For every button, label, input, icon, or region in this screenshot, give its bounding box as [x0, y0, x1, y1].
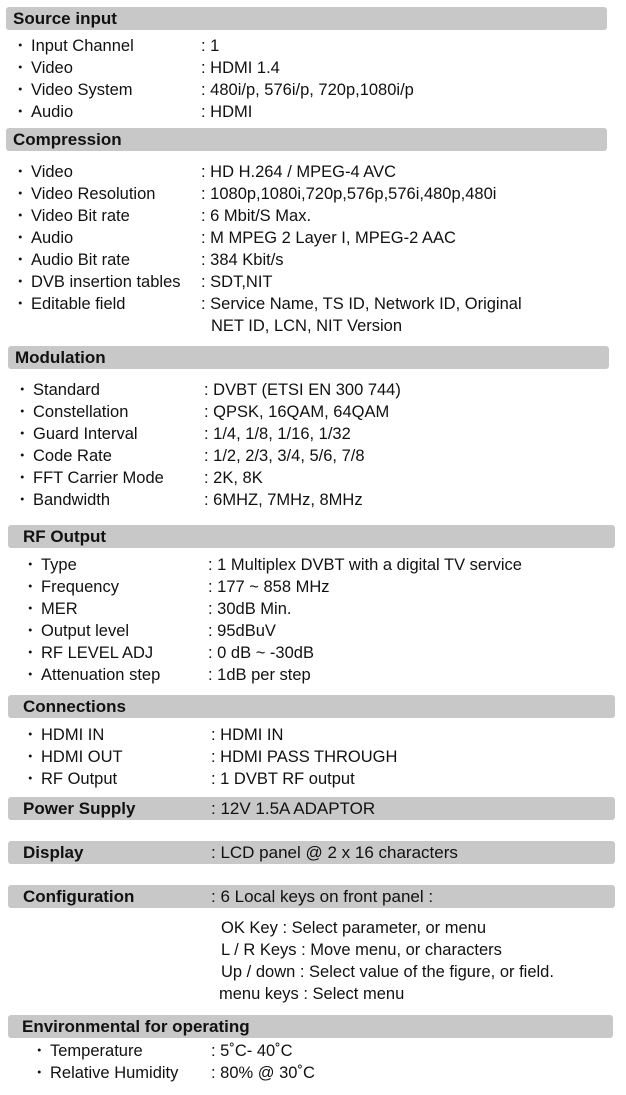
spec-value: : 1080p,1080i,720p,576p,576i,480p,480i — [201, 185, 497, 203]
bullet-icon: ・ — [12, 251, 29, 269]
spec-label: Type — [41, 556, 77, 574]
section-header-rf-output — [8, 525, 615, 548]
spec-value: : Service Name, TS ID, Network ID, Original — [201, 295, 522, 313]
spec-row — [0, 161, 626, 183]
bullet-icon: ・ — [22, 644, 39, 662]
spec-row — [0, 489, 626, 511]
bullet-icon: ・ — [12, 81, 29, 99]
spec-label: RF LEVEL ADJ — [41, 644, 154, 662]
spec-label: Frequency — [41, 578, 119, 596]
spec-row — [0, 598, 626, 620]
spec-row — [0, 746, 626, 768]
section-title: Compression — [13, 130, 122, 149]
section-title: Environmental for operating — [22, 1017, 250, 1036]
spec-label: Guard Interval — [33, 425, 138, 443]
bullet-icon: ・ — [12, 229, 29, 247]
bullet-icon: ・ — [31, 1064, 48, 1082]
spec-label: Audio — [31, 103, 74, 121]
spec-label: Video — [31, 163, 73, 181]
bullet-icon: ・ — [12, 295, 29, 313]
spec-value: : 2K, 8K — [204, 469, 263, 487]
bullet-icon: ・ — [14, 381, 31, 399]
spec-value: : HDMI 1.4 — [201, 59, 280, 77]
spec-row — [0, 576, 626, 598]
spec-row — [0, 79, 626, 101]
spec-value: : 1dB per step — [208, 666, 311, 684]
spec-label: Temperature — [50, 1042, 143, 1060]
section-title: RF Output — [23, 527, 107, 546]
spec-row — [0, 445, 626, 467]
bullet-icon: ・ — [12, 37, 29, 55]
section-header-power-supply — [8, 797, 615, 820]
spec-value: : 95dBuV — [208, 622, 276, 640]
spec-label: Output level — [41, 622, 130, 640]
bullet-icon: ・ — [22, 578, 39, 596]
spec-value: : 6MHZ, 7MHz, 8MHz — [204, 491, 363, 509]
spec-row — [0, 642, 626, 664]
section-title: Power Supply — [23, 799, 136, 818]
section-header-compression — [6, 128, 607, 151]
section-header-connections — [8, 695, 615, 718]
section-title: Source input — [13, 9, 117, 28]
spec-value: : 5˚C- 40˚C — [211, 1042, 293, 1060]
section-header-source-input — [6, 7, 607, 30]
spec-value-continuation: NET ID, LCN, NIT Version — [211, 317, 403, 335]
section-header-configuration — [8, 885, 615, 908]
bullet-icon: ・ — [14, 469, 31, 487]
spec-row — [0, 423, 626, 445]
spec-label: Video Resolution — [31, 185, 156, 203]
config-line: menu keys : Select menu — [219, 985, 405, 1003]
section-value: : 12V 1.5A ADAPTOR — [211, 799, 376, 818]
spec-label: RF Output — [41, 770, 118, 788]
section-title: Connections — [23, 697, 126, 716]
spec-label: Input Channel — [31, 37, 134, 55]
spec-row — [0, 1040, 626, 1062]
bullet-icon: ・ — [22, 556, 39, 574]
bullet-icon: ・ — [14, 491, 31, 509]
spec-value: : 1/4, 1/8, 1/16, 1/32 — [204, 425, 351, 443]
spec-label: HDMI OUT — [41, 748, 123, 766]
bullet-icon: ・ — [22, 748, 39, 766]
section-value: : LCD panel @ 2 x 16 characters — [211, 843, 458, 862]
config-line: OK Key : Select parameter, or menu — [221, 919, 487, 937]
section-title: Configuration — [23, 887, 135, 906]
spec-label: Relative Humidity — [50, 1064, 179, 1082]
bullet-icon: ・ — [12, 103, 29, 121]
spec-label: Audio — [31, 229, 74, 247]
section-header-environmental — [8, 1015, 613, 1038]
spec-row — [0, 227, 626, 249]
spec-row — [0, 1062, 626, 1084]
spec-value: : 30dB Min. — [208, 600, 292, 618]
spec-value: : HD H.264 / MPEG-4 AVC — [201, 163, 397, 181]
spec-row — [0, 101, 626, 123]
section-header-modulation — [8, 346, 609, 369]
spec-value: : 80% @ 30˚C — [211, 1064, 315, 1082]
bullet-icon: ・ — [22, 622, 39, 640]
config-line: Up / down : Select value of the figure, or field. — [221, 963, 554, 981]
spec-row — [0, 401, 626, 423]
bullet-icon: ・ — [31, 1042, 48, 1060]
spec-value: : 177 ~ 858 MHz — [208, 578, 330, 596]
bullet-icon: ・ — [14, 403, 31, 421]
section-title: Modulation — [15, 348, 106, 367]
section-header-display — [8, 841, 615, 864]
spec-label: HDMI IN — [41, 726, 105, 744]
spec-row — [0, 205, 626, 227]
spec-row — [0, 664, 626, 686]
spec-label: Video — [31, 59, 73, 77]
spec-value: : M MPEG 2 Layer I, MPEG-2 AAC — [201, 229, 456, 247]
spec-label: Editable field — [31, 295, 126, 313]
spec-row — [0, 554, 626, 576]
spec-label: MER — [41, 600, 78, 618]
spec-label: Standard — [33, 381, 100, 399]
bullet-icon: ・ — [22, 600, 39, 618]
bullet-icon: ・ — [22, 666, 39, 684]
bullet-icon: ・ — [22, 770, 39, 788]
bullet-icon: ・ — [12, 273, 29, 291]
bullet-icon: ・ — [22, 726, 39, 744]
spec-value: : 0 dB ~ -30dB — [208, 644, 314, 662]
spec-label: Audio Bit rate — [31, 251, 131, 269]
spec-row — [0, 467, 626, 489]
spec-value: : QPSK, 16QAM, 64QAM — [204, 403, 390, 421]
bullet-icon: ・ — [14, 447, 31, 465]
section-value: : 6 Local keys on front panel : — [211, 887, 434, 906]
spec-label: DVB insertion tables — [31, 273, 181, 291]
spec-row — [0, 724, 626, 746]
spec-value: : HDMI IN — [211, 726, 284, 744]
spec-value: : 1 DVBT RF output — [211, 770, 355, 788]
spec-row — [0, 379, 626, 401]
config-line: L / R Keys : Move menu, or characters — [221, 941, 502, 959]
spec-label: Attenuation step — [41, 666, 161, 684]
spec-value: : SDT,NIT — [201, 273, 273, 291]
spec-row — [0, 249, 626, 271]
bullet-icon: ・ — [12, 59, 29, 77]
spec-value: : 1/2, 2/3, 3/4, 5/6, 7/8 — [204, 447, 365, 465]
spec-value: : 384 Kbit/s — [201, 251, 284, 269]
spec-value: : DVBT (ETSI EN 300 744) — [204, 381, 401, 399]
spec-row — [0, 620, 626, 642]
spec-label: Video System — [31, 81, 133, 99]
bullet-icon: ・ — [12, 163, 29, 181]
spec-label: Video Bit rate — [31, 207, 130, 225]
bullet-icon: ・ — [12, 185, 29, 203]
bullet-icon: ・ — [12, 207, 29, 225]
spec-value: : 6 Mbit/S Max. — [201, 207, 312, 225]
spec-row — [0, 293, 626, 315]
spec-row — [0, 35, 626, 57]
spec-value: : HDMI — [201, 103, 253, 121]
spec-value: : 480i/p, 576i/p, 720p,1080i/p — [201, 81, 414, 99]
spec-row — [0, 57, 626, 79]
bullet-icon: ・ — [14, 425, 31, 443]
section-title: Display — [23, 843, 84, 862]
spec-label: Constellation — [33, 403, 129, 421]
spec-row — [0, 768, 626, 790]
spec-value: : 1 Multiplex DVBT with a digital TV service — [208, 556, 522, 574]
spec-value: : 1 — [201, 37, 220, 55]
spec-row — [0, 271, 626, 293]
spec-label: FFT Carrier Mode — [33, 469, 164, 487]
spec-row — [0, 183, 626, 205]
spec-label: Bandwidth — [33, 491, 111, 509]
spec-value: : HDMI PASS THROUGH — [211, 748, 398, 766]
spec-label: Code Rate — [33, 447, 112, 465]
